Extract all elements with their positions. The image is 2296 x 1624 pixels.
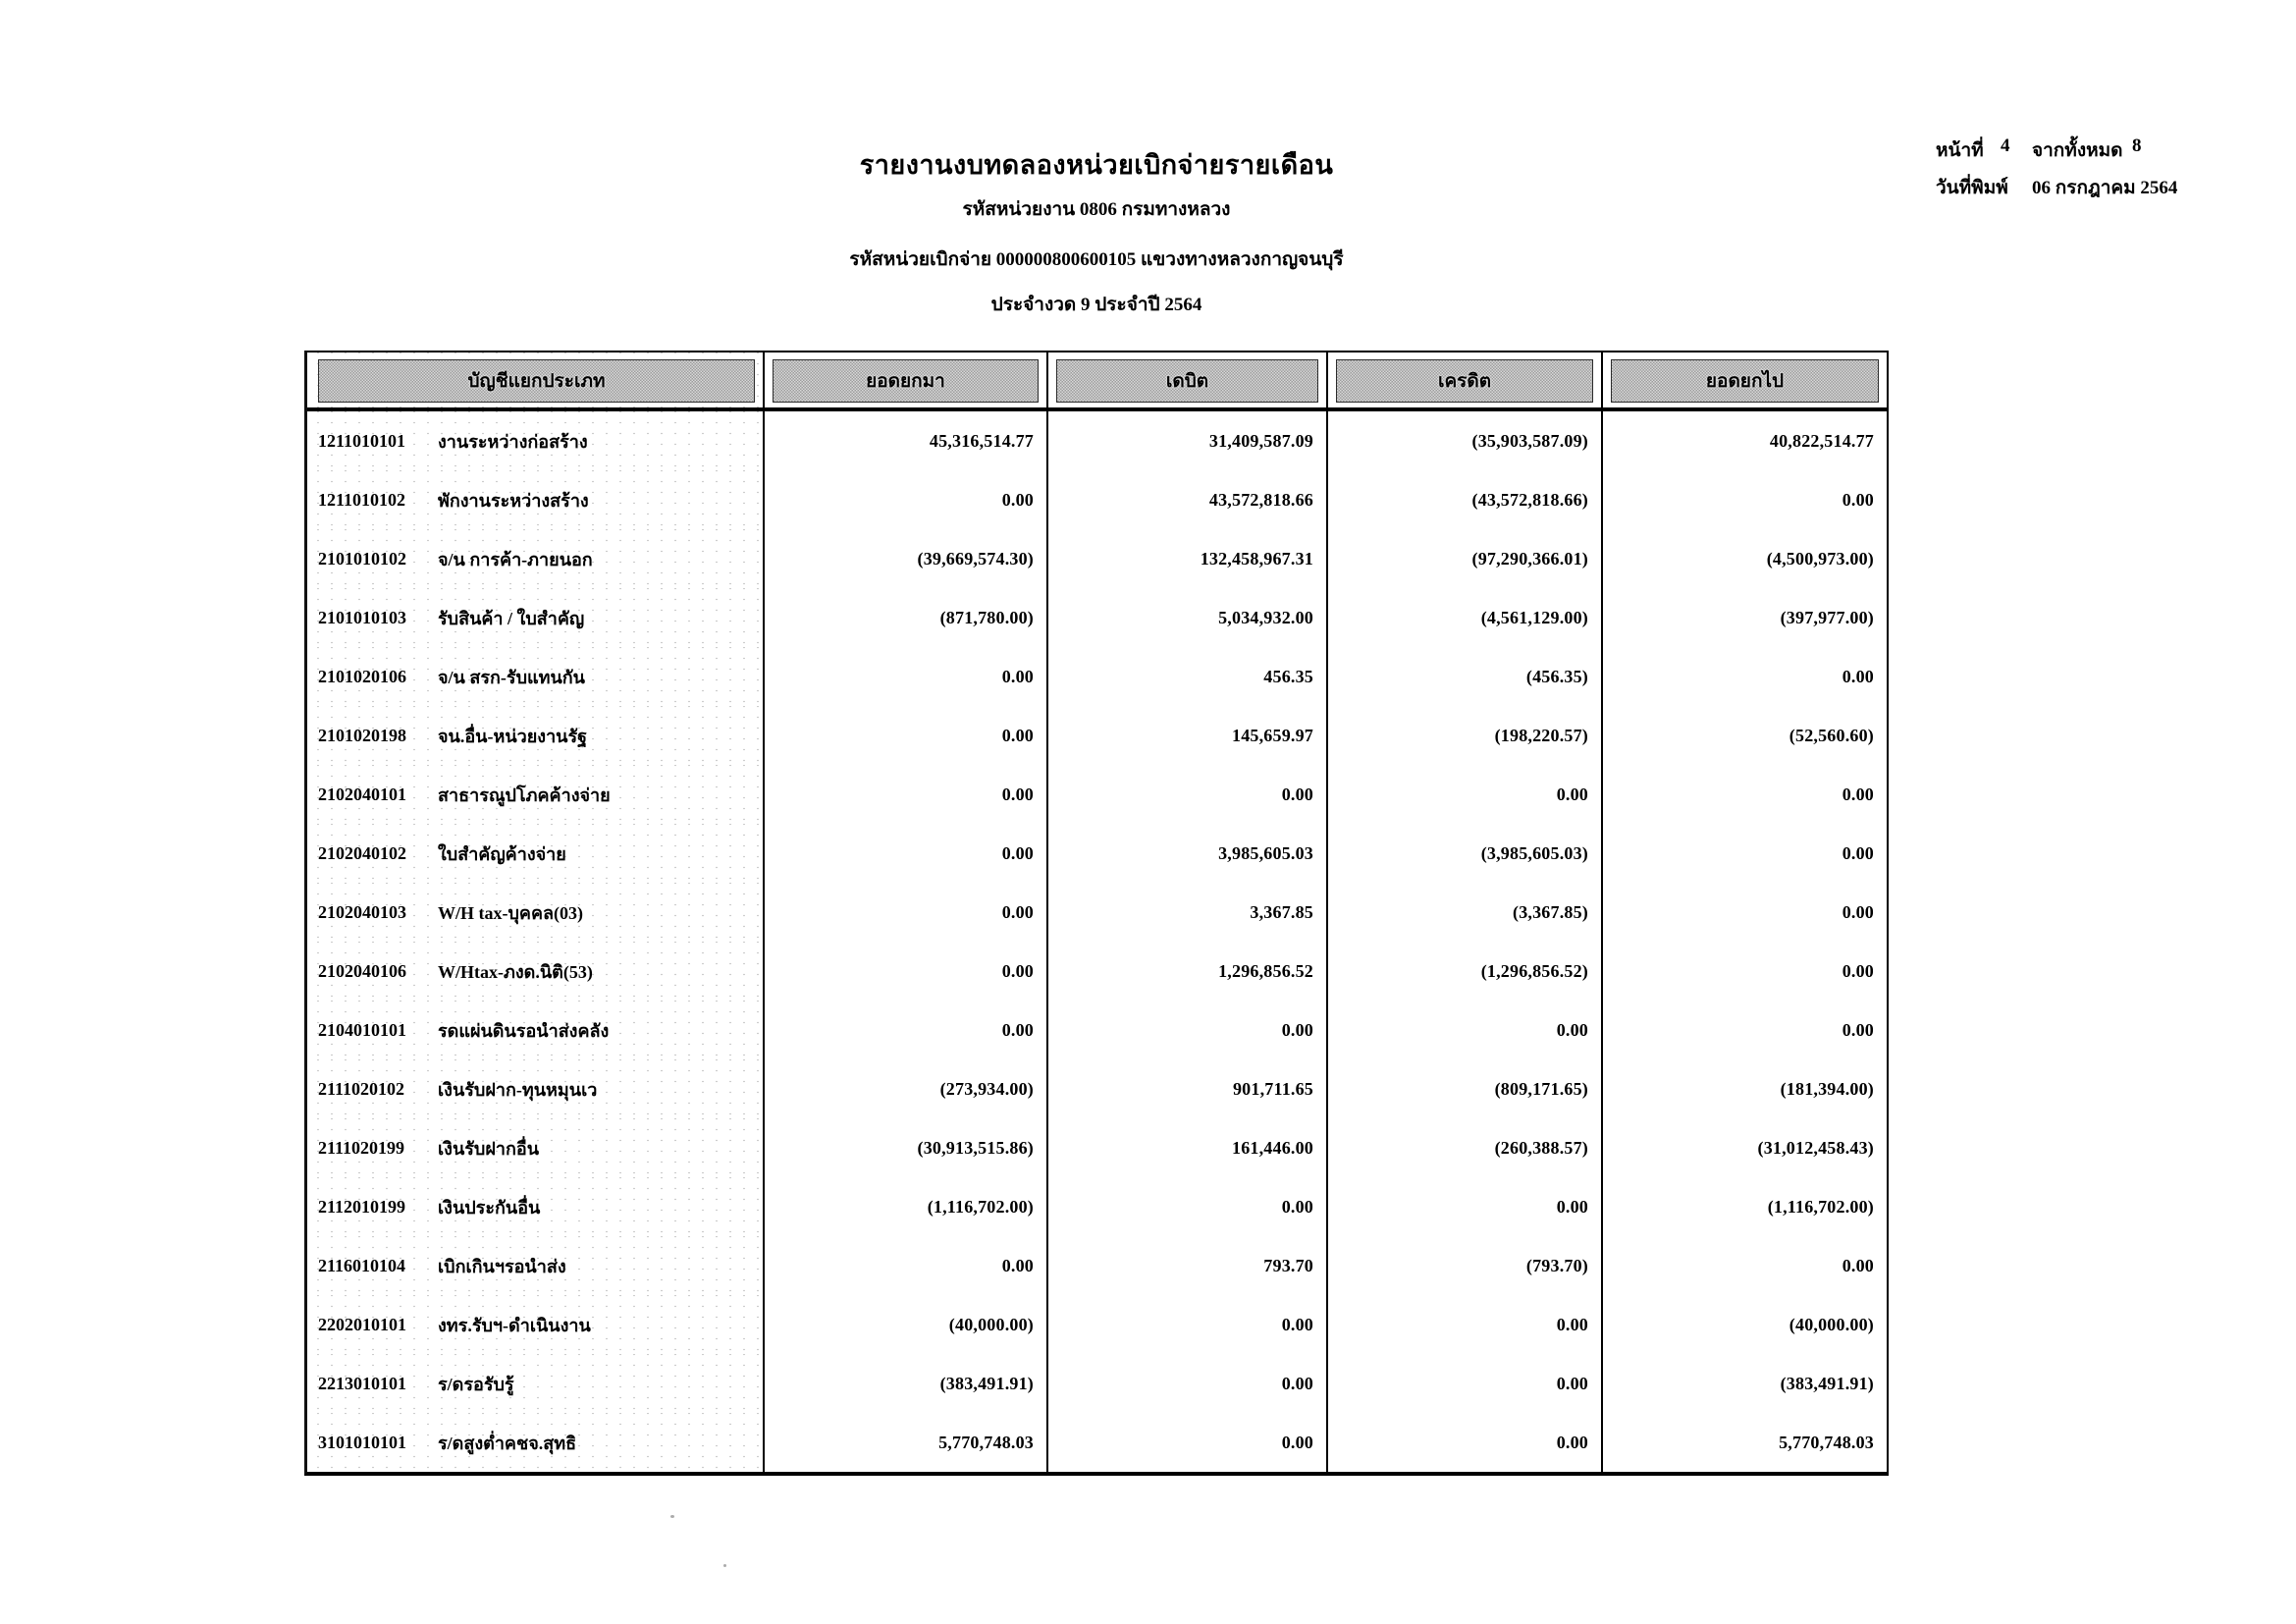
account-cell	[307, 588, 765, 647]
account-name: งานระหว่างก่อสร้าง	[438, 431, 588, 452]
table-row	[307, 824, 1887, 883]
page-title: รายงานงบทดลองหน่วยเบิกจ่ายรายเดือน	[859, 150, 1334, 180]
carried-forward-cell: 0.00	[1842, 901, 1874, 922]
account-code: 2111020199	[318, 1137, 405, 1158]
brought-forward-cell: (40,000.00)	[765, 1295, 1048, 1354]
debit-cell: 793.70	[1048, 1236, 1328, 1295]
table-row	[307, 1354, 1887, 1413]
account-code: 2101010102	[318, 548, 406, 568]
account-cell	[307, 942, 765, 1001]
account-name: งทร.รับฯ-ดำเนินงาน	[438, 1315, 591, 1335]
carried-forward-cell: 0.00	[1842, 1255, 1874, 1275]
brought-forward-cell: 0.00	[765, 470, 1048, 529]
table-header-row	[307, 352, 1887, 411]
carried-forward-cell: 5,770,748.03	[1779, 1432, 1874, 1452]
account-code: 2202010101	[318, 1314, 406, 1334]
debit-cell: 0.00	[1048, 1295, 1328, 1354]
brought-forward-cell: 0.00	[765, 647, 1048, 706]
brought-forward-cell: (1,116,702.00)	[765, 1177, 1048, 1236]
account-code: 2116010104	[318, 1255, 406, 1275]
table-row	[307, 529, 1887, 588]
carried-forward-cell: (397,977.00)	[1780, 607, 1874, 627]
brought-forward-cell: (39,669,574.30)	[765, 529, 1048, 588]
account-name: จ/น การค้า-ภายนอก	[438, 549, 593, 569]
account-name: รับสินค้า / ใบสำคัญ	[438, 608, 585, 628]
brought-forward-cell: (383,491.91)	[765, 1354, 1048, 1413]
brought-forward-cell: 0.00	[765, 765, 1048, 824]
account-name: W/Htax-ภงด.นิติ(53)	[438, 961, 593, 982]
brought-forward-cell: 45,316,514.77	[765, 411, 1048, 470]
credit-cell: (35,903,587.09)	[1328, 411, 1603, 470]
account-name: ร/ดสูงต่ำคชจ.สุทธิ	[438, 1433, 577, 1453]
scan-speck	[723, 1564, 726, 1567]
period-line: ประจำงวด 9 ประจำปี 2564	[990, 295, 1202, 315]
account-name: สาธารณูปโภคค้างจ่าย	[438, 785, 611, 805]
table-row	[307, 1413, 1887, 1472]
carried-forward-cell: 0.00	[1842, 489, 1874, 510]
debit-cell: 31,409,587.09	[1048, 411, 1328, 470]
table-row	[307, 942, 1887, 1001]
brought-forward-cell: (871,780.00)	[765, 588, 1048, 647]
table-row	[307, 1059, 1887, 1118]
table-row	[307, 765, 1887, 824]
brought-forward-cell: 0.00	[765, 1001, 1048, 1059]
table-row	[307, 883, 1887, 942]
debit-cell: 145,659.97	[1048, 706, 1328, 765]
account-cell	[307, 647, 765, 706]
column-header-brought-forward-label: ยอดยกมา	[773, 359, 1039, 403]
carried-forward-cell: (383,491.91)	[1780, 1373, 1874, 1393]
carried-forward-cell: (40,000.00)	[1789, 1314, 1874, 1334]
debit-cell: 456.35	[1048, 647, 1328, 706]
account-name: W/H tax-บุคคล(03)	[438, 902, 584, 923]
debit-cell: 3,367.85	[1048, 883, 1328, 942]
trial-balance-table	[304, 351, 1889, 1476]
credit-cell: (3,985,605.03)	[1328, 824, 1603, 883]
carried-forward-cell: 0.00	[1842, 960, 1874, 981]
credit-cell: (198,220.57)	[1328, 706, 1603, 765]
debit-cell: 901,711.65	[1048, 1059, 1328, 1118]
account-cell	[307, 1059, 765, 1118]
account-cell	[307, 765, 765, 824]
brought-forward-cell: 0.00	[765, 1236, 1048, 1295]
debit-cell: 43,572,818.66	[1048, 470, 1328, 529]
account-cell	[307, 1236, 765, 1295]
brought-forward-cell: (273,934.00)	[765, 1059, 1048, 1118]
debit-cell: 3,985,605.03	[1048, 824, 1328, 883]
account-code: 2213010101	[318, 1373, 406, 1393]
carried-forward-cell: (4,500,973.00)	[1766, 548, 1874, 568]
table-row	[307, 1236, 1887, 1295]
column-header-debit-label: เดบิต	[1056, 359, 1318, 403]
credit-cell: 0.00	[1328, 1413, 1603, 1472]
column-header-account	[307, 352, 765, 407]
credit-cell: (793.70)	[1328, 1236, 1603, 1295]
column-header-carried-forward-label: ยอดยกไป	[1611, 359, 1879, 403]
account-name: พักงานระหว่างสร้าง	[438, 490, 589, 511]
carried-forward-cell: (52,560.60)	[1789, 725, 1874, 745]
account-name: เบิกเกินฯรอนำส่ง	[438, 1256, 566, 1276]
credit-cell: (43,572,818.66)	[1328, 470, 1603, 529]
credit-cell: (4,561,129.00)	[1328, 588, 1603, 647]
carried-forward-cell: 40,822,514.77	[1769, 430, 1874, 451]
table-row	[307, 647, 1887, 706]
account-cell	[307, 1295, 765, 1354]
credit-cell: (456.35)	[1328, 647, 1603, 706]
brought-forward-cell: 0.00	[765, 883, 1048, 942]
credit-cell: (260,388.57)	[1328, 1118, 1603, 1177]
table-row	[307, 1295, 1887, 1354]
account-code: 2101020198	[318, 725, 406, 745]
brought-forward-cell: (30,913,515.86)	[765, 1118, 1048, 1177]
account-cell	[307, 1413, 765, 1472]
account-code: 2102040106	[318, 960, 406, 981]
brought-forward-cell: 0.00	[765, 824, 1048, 883]
column-header-account-label: บัญชีแยกประเภท	[318, 359, 755, 403]
account-cell	[307, 1354, 765, 1413]
account-cell	[307, 1001, 765, 1059]
credit-cell: 0.00	[1328, 1354, 1603, 1413]
table-row	[307, 470, 1887, 529]
credit-cell: (809,171.65)	[1328, 1059, 1603, 1118]
table-row	[307, 1001, 1887, 1059]
disbursement-unit-line: รหัสหน่วยเบิกจ่าย 000000800600105 แขวงทางหลวงกาญจนบุรี	[849, 249, 1344, 270]
account-code: 2101010103	[318, 607, 406, 627]
table-row	[307, 706, 1887, 765]
debit-cell: 0.00	[1048, 1177, 1328, 1236]
table-row	[307, 1118, 1887, 1177]
account-name: รดแผ่นดินรอนำส่งคลัง	[438, 1020, 610, 1041]
column-header-brought-forward	[765, 352, 1048, 407]
account-cell	[307, 883, 765, 942]
account-code: 2102040102	[318, 842, 406, 863]
column-header-debit	[1048, 352, 1328, 407]
account-code: 2104010101	[318, 1019, 406, 1040]
page-number-label: หน้าที่	[1936, 140, 1984, 161]
account-cell	[307, 1177, 765, 1236]
account-cell	[307, 824, 765, 883]
account-name: จ/น สรก-รับแทนกัน	[438, 667, 585, 687]
account-cell	[307, 470, 765, 529]
table-row	[307, 411, 1887, 470]
debit-cell: 0.00	[1048, 1413, 1328, 1472]
scan-speck	[670, 1515, 674, 1518]
table-row	[307, 1177, 1887, 1236]
carried-forward-cell: 0.00	[1842, 842, 1874, 863]
credit-cell: 0.00	[1328, 765, 1603, 824]
carried-forward-cell: (181,394.00)	[1780, 1078, 1874, 1099]
account-name: เงินรับฝากอื่น	[438, 1138, 540, 1159]
account-cell	[307, 706, 765, 765]
table-body	[307, 411, 1887, 1472]
debit-cell: 161,446.00	[1048, 1118, 1328, 1177]
column-header-carried-forward	[1603, 352, 1887, 407]
account-code: 2101020106	[318, 666, 406, 686]
account-code: 1211010101	[318, 430, 406, 451]
account-name: เงินประกันอื่น	[438, 1197, 541, 1218]
column-header-credit-label: เครดิต	[1336, 359, 1593, 403]
credit-cell: 0.00	[1328, 1001, 1603, 1059]
account-code: 2111020102	[318, 1078, 405, 1099]
debit-cell: 1,296,856.52	[1048, 942, 1328, 1001]
account-code: 2102040101	[318, 784, 406, 804]
debit-cell: 0.00	[1048, 1001, 1328, 1059]
carried-forward-cell: 0.00	[1842, 1019, 1874, 1040]
account-cell	[307, 411, 765, 470]
carried-forward-cell: 0.00	[1842, 784, 1874, 804]
credit-cell: (3,367.85)	[1328, 883, 1603, 942]
brought-forward-cell: 5,770,748.03	[765, 1413, 1048, 1472]
brought-forward-cell: 0.00	[765, 706, 1048, 765]
debit-cell: 5,034,932.00	[1048, 588, 1328, 647]
agency-code-line: รหัสหน่วยงาน 0806 กรมทางหลวง	[962, 199, 1231, 220]
debit-cell: 0.00	[1048, 1354, 1328, 1413]
credit-cell: 0.00	[1328, 1177, 1603, 1236]
carried-forward-cell: (1,116,702.00)	[1767, 1196, 1874, 1217]
account-name: เงินรับฝาก-ทุนหมุนเว	[438, 1079, 598, 1100]
debit-cell: 132,458,967.31	[1048, 529, 1328, 588]
credit-cell: 0.00	[1328, 1295, 1603, 1354]
account-name: จน.อื่น-หน่วยงานรัฐ	[438, 726, 588, 746]
debit-cell: 0.00	[1048, 765, 1328, 824]
account-code: 2102040103	[318, 901, 406, 922]
total-pages-value: 8	[2132, 135, 2142, 156]
account-cell	[307, 529, 765, 588]
carried-forward-cell: 0.00	[1842, 666, 1874, 686]
account-code: 3101010101	[318, 1432, 406, 1452]
account-name: ใบสำคัญค้างจ่าย	[438, 843, 566, 864]
total-pages-label: จากทั้งหมด	[2032, 140, 2123, 161]
carried-forward-cell: (31,012,458.43)	[1757, 1137, 1874, 1158]
account-cell	[307, 1118, 765, 1177]
brought-forward-cell: 0.00	[765, 942, 1048, 1001]
page-number-value: 4	[2001, 135, 2010, 156]
account-name: ร/ดรอรับรู้	[438, 1374, 514, 1394]
column-header-credit	[1328, 352, 1603, 407]
table-row	[307, 588, 1887, 647]
print-date-value: 06 กรกฎาคม 2564	[2032, 178, 2178, 198]
credit-cell: (1,296,856.52)	[1328, 942, 1603, 1001]
account-code: 1211010102	[318, 489, 406, 510]
account-code: 2112010199	[318, 1196, 406, 1217]
print-date-label: วันที่พิมพ์	[1936, 178, 2008, 198]
credit-cell: (97,290,366.01)	[1328, 529, 1603, 588]
